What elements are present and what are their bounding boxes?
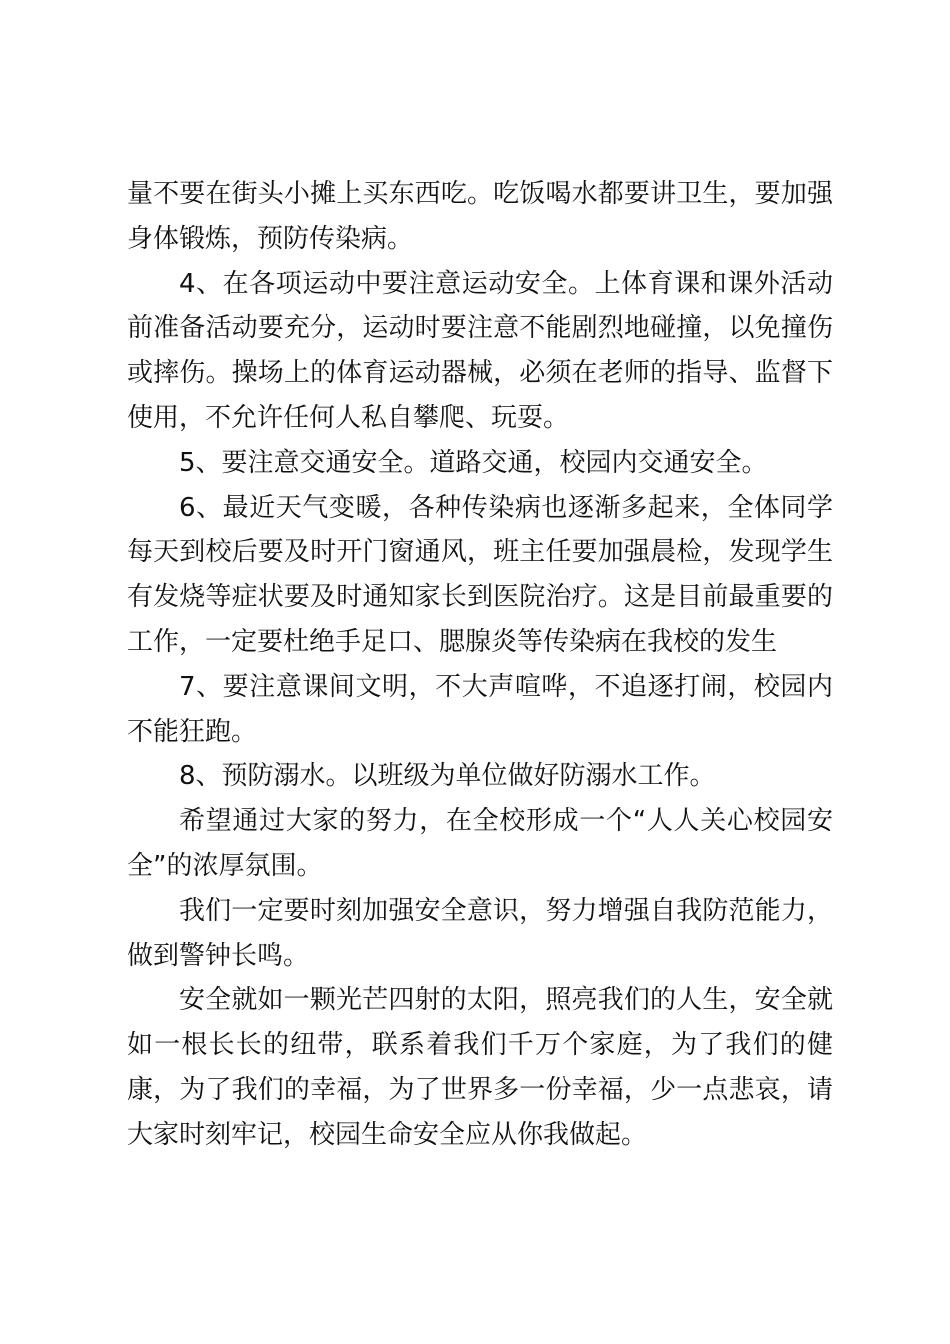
paragraph-awareness: 我们一定要时刻加强安全意识，努力增强自我防范能力，做到警钟长鸣。 [127,895,833,971]
paragraph-hope: 希望通过大家的努力，在全校形成一个“人人关心校园安全”的浓厚氛围。 [127,806,833,881]
paragraph-item-8-drowning-prevention: 8、预防溺水。以班级为单位做好防溺水工作。 [179,761,716,792]
paragraph-hygiene-continued: 量不要在街头小摊上买东西吃。吃饭喝水都要讲卫生，要加强身体锻炼，预防传染病。 [127,179,833,254]
document-body [127,172,833,1158]
paragraph-item-6-disease-prevention: 6、最近天气变暖，各种传染病也逐渐多起来，全体同学每天到校后要及时开门窗通风，班主任要加强晨检，发现学生有发烧等症状要及时通知家长到医院治疗。这是目前最重要的工作，一定要杜绝手足口、腮腺炎等传染病在我校的发生 [127,492,833,657]
paragraph-closing: 安全就如一颗光芒四射的太阳，照亮我们的人生，安全就如一根长长的纽带，联系着我们千万个家庭，为了我们的健康，为了我们的幸福，为了世界多一份幸福，少一点悲哀，请大家时刻牢记，校园生命安全应从你我做起。 [127,985,833,1150]
paragraph-item-5-traffic-safety: 5、要注意交通安全。道路交通，校园内交通安全。 [179,447,768,478]
paragraph-item-4-sports-safety: 4、在各项运动中要注意运动安全。上体育课和课外活动前准备活动要充分，运动时要注意不能剧烈地碰撞，以免撞伤或摔伤。操场上的体育运动器械，必须在老师的指导、监督下使用，不允许任何人私自攀爬、玩耍。 [127,268,833,433]
paragraph-item-7-break-civility: 7、要注意课间文明，不大声喧哗，不追逐打闹，校园内不能狂跑。 [127,671,833,747]
